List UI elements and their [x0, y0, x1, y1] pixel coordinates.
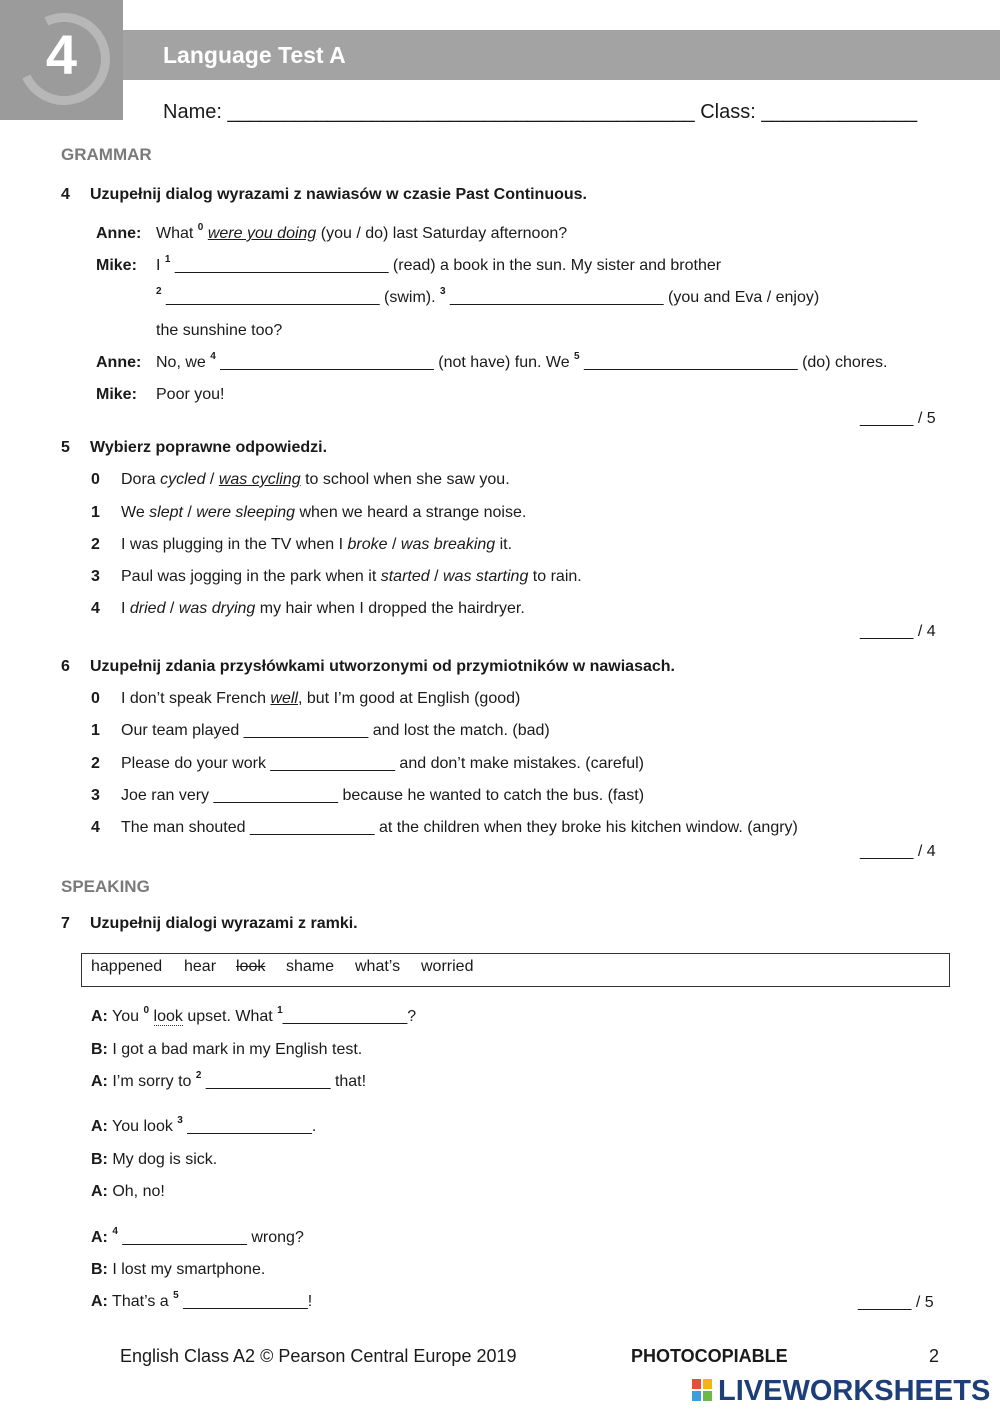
- word-option: what’s: [355, 958, 401, 975]
- choice-sentence: [121, 568, 582, 586]
- photocopiable-label: PHOTOCOPIABLE: [631, 1346, 788, 1366]
- text: my hair when I dropped the hairdryer.: [255, 600, 525, 617]
- dialog-line: [156, 253, 722, 275]
- item-number: 4: [91, 600, 100, 617]
- speaker-a: A:: [91, 1229, 108, 1246]
- answer-gap-text[interactable]: ______________.: [182, 1118, 317, 1135]
- dialog-line: [91, 1069, 367, 1091]
- exercise-instruction: Wybierz poprawne odpowiedzi.: [90, 439, 328, 456]
- speaker-a: A:: [91, 1183, 108, 1200]
- choice-option[interactable]: broke: [347, 536, 388, 553]
- dialog-line: [91, 1261, 265, 1279]
- item-number: 2: [91, 536, 100, 553]
- answer-gap-text[interactable]: ________________________ (not have) fun. We: [215, 354, 575, 371]
- text: I: [121, 600, 130, 617]
- exercise-number: 6: [61, 658, 70, 675]
- text: (you / do) last Saturday afternoon?: [316, 225, 568, 242]
- item-number: 2: [91, 755, 100, 772]
- choice-option[interactable]: dried: [129, 600, 166, 617]
- gap-number: 0: [143, 1004, 150, 1016]
- text: /: [387, 536, 401, 553]
- answer-gap-text[interactable]: ______________ wrong?: [117, 1229, 304, 1246]
- choice-sentence: [121, 600, 525, 618]
- text: Oh, no!: [107, 1183, 165, 1200]
- speaker-a: A:: [91, 1293, 108, 1310]
- item-number: 3: [91, 787, 100, 804]
- dialog-line: [91, 1151, 217, 1169]
- item-number: 3: [91, 568, 100, 585]
- word-box: [81, 953, 950, 987]
- exercise-instruction: Uzupełnij dialog wyrazami z nawiasów w czasie Past Continuous.: [90, 186, 587, 203]
- dialog-line: the sunshine too?: [156, 322, 283, 339]
- speaker-a: A:: [91, 1073, 108, 1090]
- dialog-line: [156, 350, 888, 372]
- choice-sentence: [121, 471, 510, 489]
- speaker-b: B:: [91, 1261, 108, 1278]
- speaker-mike: Mike:: [96, 386, 137, 403]
- choice-option[interactable]: cycled: [160, 471, 206, 488]
- gap-number: 0: [197, 221, 204, 233]
- exercise-number: 4: [61, 186, 70, 203]
- liveworksheets-logo-icon: [692, 1379, 714, 1403]
- speaker-mike: Mike:: [96, 257, 137, 274]
- answer-gap-text[interactable]: ________________________ (swim).: [161, 289, 440, 306]
- text: You look: [107, 1118, 178, 1135]
- text: /: [182, 504, 197, 521]
- score-box[interactable]: ______ / 5: [860, 410, 936, 427]
- choice-option[interactable]: was cycling: [218, 471, 301, 488]
- example-answer: were you doing: [207, 225, 317, 242]
- dialog-line: [156, 221, 568, 243]
- item-number: 1: [91, 722, 100, 739]
- speaker-b: B:: [91, 1041, 108, 1058]
- item-number: 1: [91, 504, 100, 521]
- unit-number: 4: [45, 23, 78, 86]
- gap-sentence[interactable]: Joe ran very ______________ because he wanted to catch the bus. (fast): [121, 787, 645, 804]
- gap-sentence[interactable]: Please do your work ______________ and don’t make mistakes. (careful): [121, 755, 644, 772]
- text: , but I’m good at English (good): [297, 690, 521, 707]
- page-number: 2: [929, 1346, 940, 1366]
- dialog-line: Poor you!: [156, 386, 225, 403]
- choice-option[interactable]: slept: [149, 504, 183, 521]
- text: I don’t speak French: [121, 690, 271, 707]
- dialog-line: [91, 1114, 317, 1136]
- text: That’s a: [107, 1293, 174, 1310]
- speaker-b: B:: [91, 1151, 108, 1168]
- name-class-line: [163, 101, 917, 124]
- choice-option[interactable]: started: [380, 568, 430, 585]
- text: I got a bad mark in my English test.: [107, 1041, 363, 1058]
- text: What: [156, 225, 198, 242]
- answer-gap-text[interactable]: ________________________ (do) chores.: [579, 354, 888, 371]
- example-answer: well: [270, 690, 298, 707]
- gap-number: 1: [277, 1004, 283, 1016]
- copyright-text: English Class A2 © Pearson Central Europe 2019: [120, 1346, 517, 1366]
- gap-number: 2: [156, 285, 162, 297]
- gap-number: 2: [195, 1069, 202, 1081]
- answer-gap-text[interactable]: ________________________ (you and Eva / enjoy): [445, 289, 820, 306]
- choice-option[interactable]: were sleeping: [196, 504, 296, 521]
- score-box[interactable]: ______ / 5: [858, 1294, 934, 1311]
- page-title: Language Test A: [163, 42, 346, 68]
- speaker-a: A:: [91, 1118, 108, 1135]
- text: upset. What: [182, 1008, 278, 1025]
- text: I’m sorry to: [107, 1073, 196, 1090]
- unit-badge: [0, 0, 123, 120]
- text: I lost my smartphone.: [107, 1261, 266, 1278]
- choice-option[interactable]: was starting: [442, 568, 529, 585]
- text: I was plugging in the TV when I: [121, 536, 348, 553]
- text: it.: [495, 536, 513, 553]
- choice-sentence: [121, 536, 512, 554]
- name-label: Name:: [163, 101, 222, 123]
- text: /: [205, 471, 219, 488]
- section-speaking: SPEAKING: [61, 877, 150, 896]
- exercise-instruction: Uzupełnij zdania przysłówkami utworzonymi od przymiotników w nawiasach.: [90, 658, 675, 675]
- example-answer: look: [153, 1008, 183, 1025]
- dialog-line: [91, 1225, 304, 1247]
- word-option: shame: [286, 958, 335, 975]
- choice-option[interactable]: was drying: [178, 600, 256, 617]
- gap-sentence[interactable]: Our team played ______________ and lost the match. (bad): [121, 722, 550, 739]
- answer-gap-text[interactable]: ______________?: [282, 1008, 417, 1025]
- text: You: [107, 1008, 144, 1025]
- answer-gap-text[interactable]: ______________!: [178, 1293, 313, 1310]
- word-option: hear: [184, 958, 217, 975]
- speaker-anne: Anne:: [96, 354, 142, 371]
- text: We: [121, 504, 150, 521]
- text: Paul was jogging in the park when it: [121, 568, 381, 585]
- exercise-instruction: Uzupełnij dialogi wyrazami z ramki.: [90, 915, 358, 932]
- text: to rain.: [528, 568, 582, 585]
- text: My dog is sick.: [107, 1151, 218, 1168]
- exercise-number: 5: [61, 439, 70, 456]
- answer-gap-text[interactable]: ______________ that!: [201, 1073, 367, 1090]
- choice-option[interactable]: was breaking: [400, 536, 496, 553]
- class-label: Class:: [700, 101, 756, 123]
- gap-number: 4: [112, 1225, 118, 1237]
- gap-number: 3: [440, 285, 446, 297]
- word-option-used: look: [236, 958, 266, 975]
- item-number: 0: [91, 690, 100, 707]
- word-option: worried: [421, 958, 474, 975]
- choice-sentence: [121, 504, 526, 522]
- gap-number: 5: [173, 1289, 179, 1301]
- dialog-line: [91, 1041, 362, 1059]
- word-option: happened: [91, 958, 163, 975]
- gap-sentence[interactable]: The man shouted ______________ at the children when they broke his kitchen window. (angry): [121, 819, 798, 836]
- exercise-number: 7: [61, 915, 70, 932]
- score-box[interactable]: ______ / 4: [860, 843, 936, 860]
- section-grammar: GRAMMAR: [61, 145, 152, 164]
- gap-number: 3: [177, 1114, 183, 1126]
- liveworksheets-logo[interactable]: LIVEWORKSHEETS: [718, 1375, 991, 1407]
- gap-number: 1: [164, 253, 171, 265]
- item-number: 0: [91, 471, 100, 488]
- text: /: [165, 600, 179, 617]
- speaker-anne: Anne:: [96, 225, 142, 242]
- dialog-line: [91, 1289, 313, 1311]
- item-number: 4: [91, 819, 100, 836]
- gap-number: 5: [574, 350, 580, 362]
- name-field[interactable]: __________________________________________: [227, 101, 695, 123]
- example-sentence: [121, 690, 520, 708]
- text: when we heard a strange noise.: [295, 504, 527, 521]
- text: I: [156, 257, 165, 274]
- text: Dora: [121, 471, 161, 488]
- class-field[interactable]: ______________: [761, 101, 918, 123]
- text: to school when she saw you.: [300, 471, 510, 488]
- dialog-line: [156, 285, 820, 307]
- dialog-line: [91, 1183, 165, 1201]
- answer-gap-text[interactable]: ________________________ (read) a book in the sun. My sister and brother: [170, 257, 722, 274]
- speaker-a: A:: [91, 1008, 108, 1025]
- text: No, we: [156, 354, 211, 371]
- text: /: [429, 568, 443, 585]
- gap-number: 4: [210, 350, 216, 362]
- dialog-line: [91, 1004, 417, 1026]
- score-box[interactable]: ______ / 4: [860, 623, 936, 640]
